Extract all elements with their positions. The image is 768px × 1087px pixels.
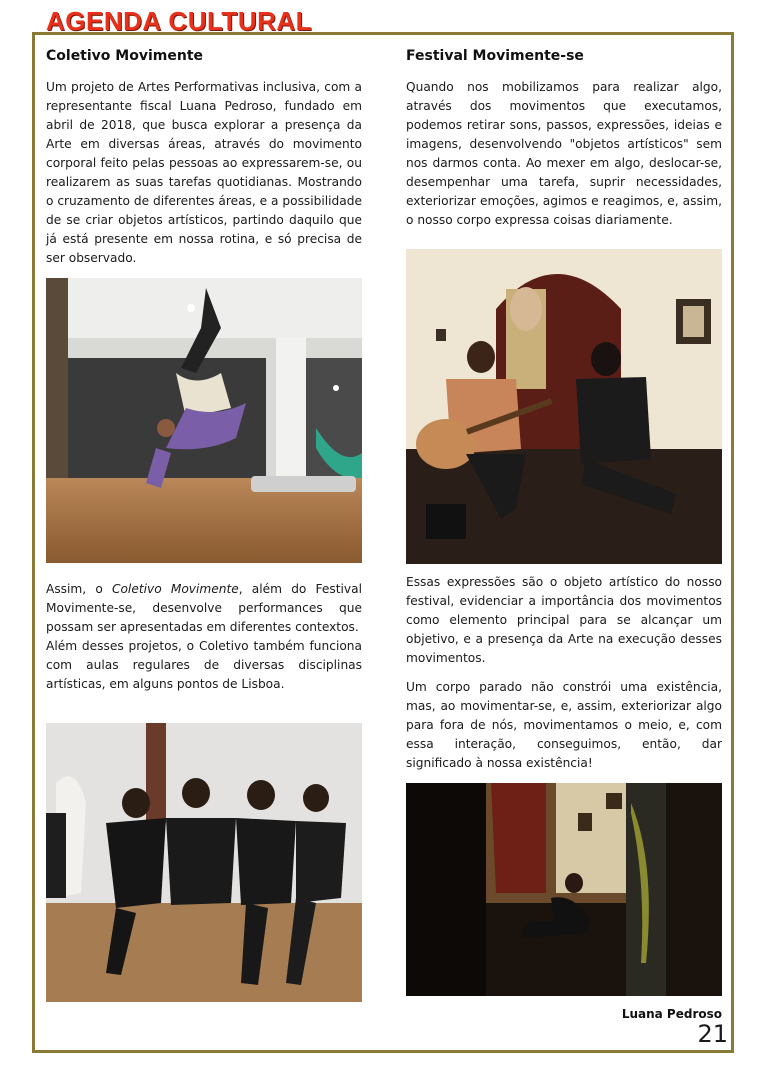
musicians-image: [406, 249, 722, 564]
paragraph-text: Assim, o: [46, 582, 112, 596]
dance-studio-image: [46, 278, 362, 563]
article-paragraph: Um projeto de Artes Performativas inclusiva, com a representante fiscal Luana Pedroso, fundado em abril de 2018, que busca explorar a presença da Arte em diversas áreas, através do movimento corporal feito pelas pessoas ao expressarem-se, ou realizarem as suas tarefas quotidianas. Mostrando o cruzamento de diferentes áreas, e a possibilidade de se criar objetos artísticos, partindo daquilo que já está presente em nossa rotina, e só precisa de ser observado.: [46, 80, 362, 265]
article-paragraph: Quando nos mobilizamos para realizar algo, através dos movimentos que executamos, podemos retirar sons, passos, expressões, ideias e imagens, desenvolvendo "objetos artísticos" sem nos darmos conta. Ao mexer em algo, deslocar-se, desempenhar uma tarefa, suprir necessidades, exteriorizar emoções, agimos e reagimos, e, assim, o nosso corpo expressa coisas diariamente.: [406, 80, 722, 227]
article-paragraph: Além desses projetos, o Coletivo também funciona com aulas regulares de diversas disciplinas artísticas, em alguns pontos de Lisboa.: [46, 639, 362, 691]
article-heading-coletivo: Coletivo Movimente: [46, 48, 204, 64]
paragraph-text: , além do Festival Movimente-se, desenvolve performances que possam ser apresentadas em diferentes contextos.: [46, 582, 362, 634]
photo-dance-performance: [46, 278, 362, 563]
dark-stage-image: [406, 783, 722, 996]
article-paragraph: Um corpo parado não constrói uma existência, mas, ao movimentar-se, e, assim, exteriorizar algo para fora de nós, movimentamos o meio, e, com essa interação, conseguimos, então, dar significado à nossa existência!: [406, 680, 722, 770]
photo-music-performance: [406, 249, 722, 564]
article-heading-festival: Festival Movimente-se: [406, 48, 584, 64]
left-column: [46, 44, 362, 268]
article-paragraph: Essas expressões são o objeto artístico do nosso festival, evidenciar a importância dos movimentos como elemento principal para se alcançar um objetivo, e a presença da Arte na execução desses movimentos.: [406, 575, 722, 665]
photo-group-hug: [46, 723, 362, 1002]
right-column: [406, 44, 722, 230]
article-paragraph: [46, 580, 362, 637]
collective-name-italic: Coletivo Movimente: [111, 582, 239, 596]
photo-floor-performance: [406, 783, 722, 996]
author-credit: Luana Pedroso: [621, 1007, 722, 1021]
page-number: 21: [697, 1020, 728, 1048]
group-hug-image: [46, 723, 362, 1002]
right-column-lower: [406, 573, 722, 773]
left-column-lower: [46, 580, 362, 694]
section-title: AGENDA CULTURAL: [46, 6, 313, 36]
